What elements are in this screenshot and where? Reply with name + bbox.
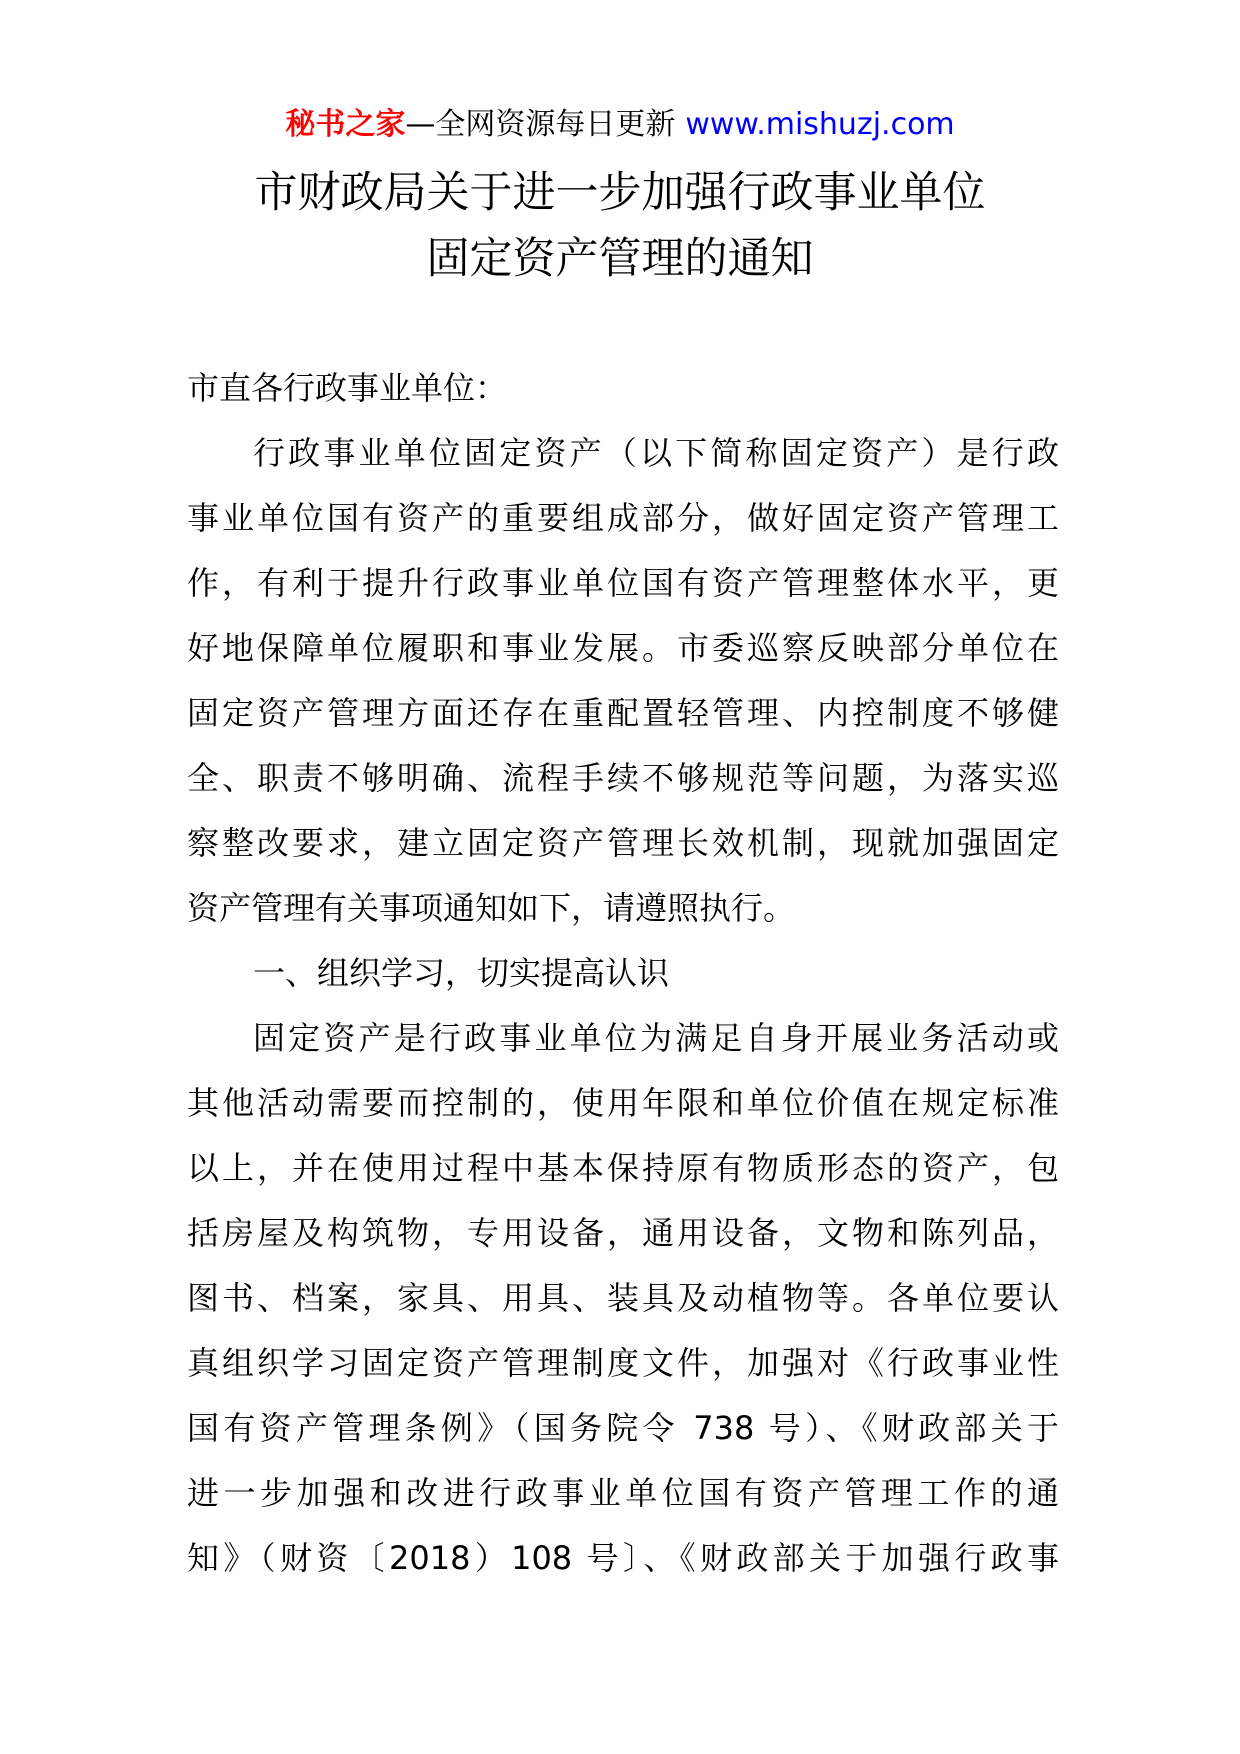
title-line-1: 市财政局关于进一步加强行政事业单位 <box>254 168 986 218</box>
paragraph-1-line: 固定资产管理方面还存在重配置轻管理、内控制度不够健 <box>187 694 1059 732</box>
paragraph-1-line: 行政事业单位固定资产（以下简称固定资产）是行政 <box>253 434 1059 472</box>
salutation: 市直各行政事业单位： <box>187 369 508 407</box>
paragraph-1-line: 好地保障单位履职和事业发展。市委巡察反映部分单位在 <box>187 629 1059 667</box>
title-line-2: 固定资产管理的通知 <box>426 234 814 284</box>
document-title <box>0 160 1240 292</box>
brand-name: 秘书之家 <box>285 107 406 142</box>
paragraph-2-line: 括房屋及构筑物，专用设备，通用设备，文物和陈列品， <box>187 1214 1059 1252</box>
paragraph-2-line: 进一步加强和改进行政事业单位国有资产管理工作的通 <box>187 1474 1059 1512</box>
paragraph-2-line: 图书、档案，家具、用具、装具及动植物等。各单位要认 <box>187 1279 1059 1317</box>
paragraph-2-line: 固定资产是行政事业单位为满足自身开展业务活动或 <box>253 1019 1059 1057</box>
paragraph-1-line: 事业单位国有资产的重要组成部分，做好固定资产管理工 <box>187 499 1059 537</box>
header-slogan: —全网资源每日更新 <box>405 107 676 142</box>
paragraph-1-line: 资产管理有关事项通知如下，请遵照执行。 <box>187 889 796 927</box>
paragraph-2-line: 其他活动需要而控制的，使用年限和单位价值在规定标准 <box>187 1084 1059 1122</box>
paragraph-1-line: 察整改要求，建立固定资产管理长效机制，现就加强固定 <box>187 824 1059 862</box>
paragraph-2-line: 知》（财资〔2018）108 号〕、《财政部关于加强行政事 <box>187 1539 1059 1577</box>
paragraph-2-line: 真组织学习固定资产管理制度文件，加强对《行政事业性 <box>187 1344 1059 1382</box>
paragraph-2-line: 国有资产管理条例》（国务院令 738 号）、《财政部关于 <box>187 1409 1059 1447</box>
paragraph-1-line: 作，有利于提升行政事业单位国有资产管理整体水平，更 <box>187 564 1059 602</box>
site-url: www.mishuzj.com <box>685 107 955 142</box>
paragraph-2-line: 以上，并在使用过程中基本保持原有物质形态的资产，包 <box>187 1149 1059 1187</box>
section-1-heading: 一、组织学习，切实提高认识 <box>253 954 670 992</box>
paragraph-1-line: 全、职责不够明确、流程手续不够规范等问题，为落实巡 <box>187 759 1059 797</box>
site-header <box>0 100 1240 150</box>
document-body <box>187 356 1059 1591</box>
